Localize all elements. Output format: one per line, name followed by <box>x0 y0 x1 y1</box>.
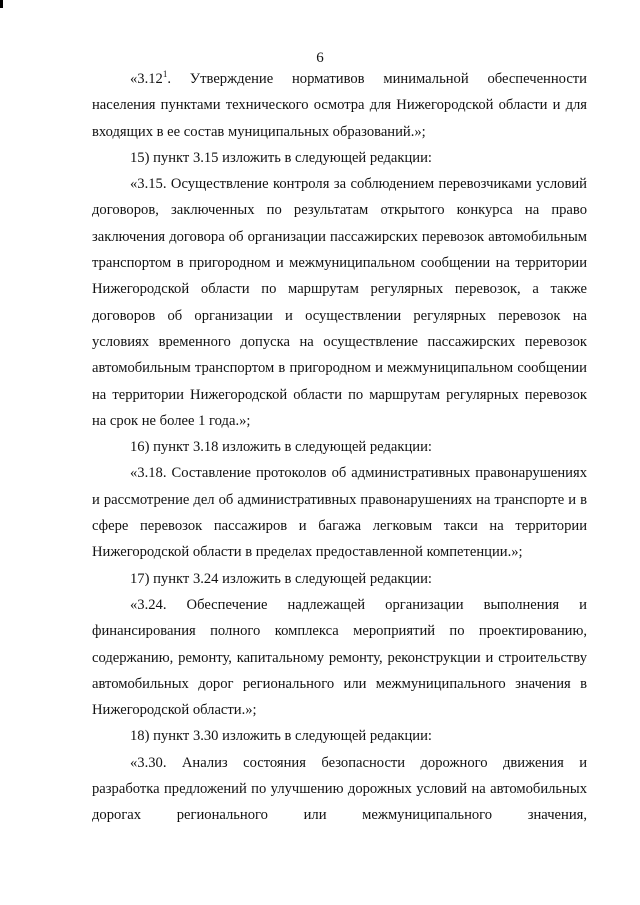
superscript-index: 1 <box>162 69 168 80</box>
amendment-item-17: 17) пункт 3.24 изложить в следующей редакции: <box>130 570 432 587</box>
paragraph-3-30: «3.30. Анализ состояния безопасности дорожного движения и разработка предложений по улучшению дорожных условий на автомобильных дорогах регионального или межмуниципального значения, <box>92 754 587 824</box>
paragraph-3-15: «3.15. Осуществление контроля за соблюдением перевозчиками условий договоров, заключенных по результатам открытого конкурса на право заключения договора об организации пассажирских перевозок автомобильным транспортом в пригородном и межмуниципальном сообщении на территории Нижегородской области по маршрутам регулярных перевозок, а также договоров об организации и осуществлении регулярных перевозок на условиях временного допуска на осуществление пассажирских перевозок автомобильным транспортом в пригородном и межмуниципальном сообщении на территории Нижегородской области по маршрутам регулярных перевозок на срок не более 1 года.»; <box>92 176 587 429</box>
document-body <box>92 66 587 829</box>
scan-corner-mark <box>0 0 3 8</box>
paragraph-3-18: «3.18. Составление протоколов об административных правонарушениях и рассмотрение дел об административных правонарушениях на транспорте и в сфере перевозок пассажиров и багажа легковым такси на территории Нижегородской области в пределах предоставленной компетенции.»; <box>92 465 587 561</box>
page-number: 6 <box>316 50 324 66</box>
paragraph-3-24: «3.24. Обеспечение надлежащей организации выполнения и финансирования полного комплекса мероприятий по проектированию, содержанию, ремонту, капитальному ремонту, реконструкции и строительству автомобильных дорог регионального или межмуниципального значения в Нижегородской области.»; <box>92 596 587 719</box>
amendment-item-15: 15) пункт 3.15 изложить в следующей редакции: <box>130 149 432 166</box>
paragraph-3-12-1 <box>92 66 587 145</box>
amendment-item-16: 16) пункт 3.18 изложить в следующей редакции: <box>130 439 432 456</box>
paragraph-3-12-1-start: «3.12 <box>130 71 163 87</box>
paragraph-3-12-1-rest: . Утверждение нормативов минимальной обеспеченности населения пунктами технического осмотра для Нижегородской области и для входящих в ее состав муниципальных образований.»; <box>92 71 587 140</box>
amendment-item-18: 18) пункт 3.30 изложить в следующей редакции: <box>130 728 432 745</box>
